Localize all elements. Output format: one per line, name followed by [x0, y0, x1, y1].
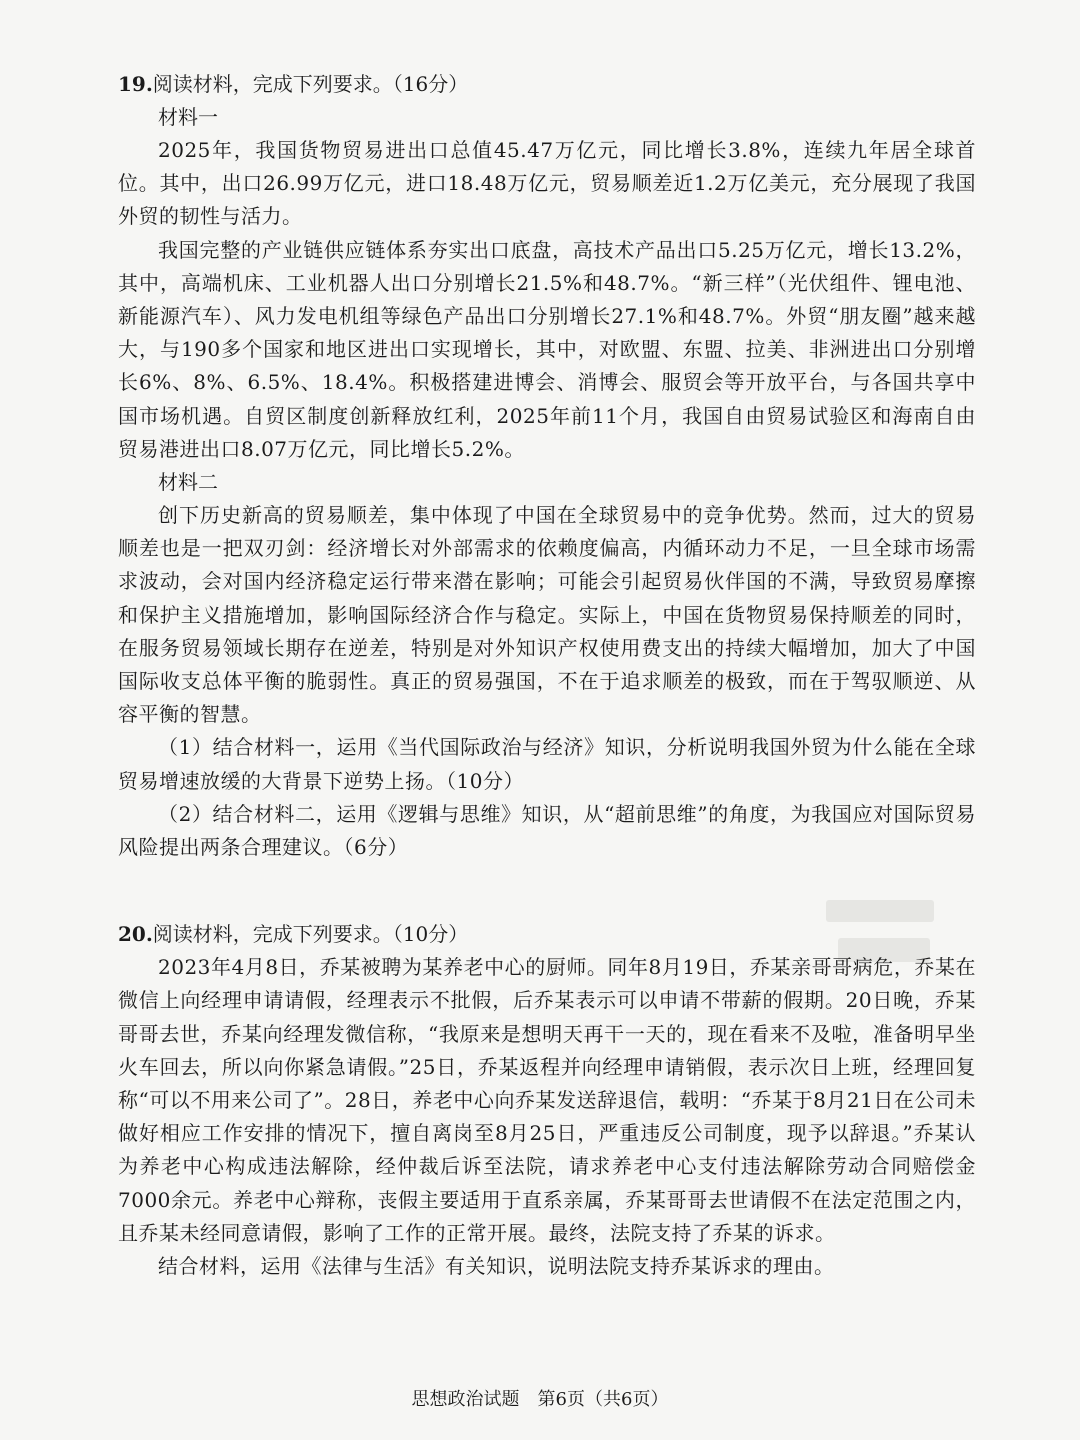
question-19-number: 19.	[118, 72, 153, 96]
question-19-heading	[118, 68, 976, 101]
question-19	[118, 68, 976, 864]
question-20-heading	[118, 918, 976, 951]
question-20-task: 结合材料，运用《法律与生活》有关知识，说明法院支持乔某诉求的理由。	[158, 1254, 835, 1279]
material-1-paragraph-1: 2025年，我国货物贸易进出口总值45.47万亿元，同比增长3.8%，连续九年居全球首位。其中，出口26.99万亿元，进口18.48万亿元，贸易顺差近1.2万亿美元，充分展现了我国外贸的韧性与活力。	[118, 138, 976, 229]
material-2-title: 材料二	[158, 470, 218, 495]
page-footer: 思想政治试题 第6页（共6页）	[411, 1389, 669, 1410]
question-20	[118, 918, 976, 1283]
question-20-material: 2023年4月8日，乔某被聘为某养老中心的厨师。同年8月19日，乔某亲哥哥病危，乔某在微信上向经理申请请假，经理表示不批假，后乔某表示可以申请不带薪的假期。20日晚，乔某哥哥去世，乔某向经理发微信称，“我原来是想明天再干一天的，现在看来不及啦，准备明早坐火车回去，所以向你紧急请假。”25日，乔某返程并向经理申请销假，表示次日上班，经理回复称“可以不用来公司了”。28日，养老中心向乔某发送辞退信，载明：“乔某于8月21日在公司未做好相应工作安排的情况下，擅自离岗至8月25日，严重违反公司制度，现予以辞退。”乔某认为养老中心构成违法解除，经仲裁后诉至法院，请求养老中心支付违法解除劳动合同赔偿金7000余元。养老中心辩称，丧假主要适用于直系亲属，乔某哥哥去世请假不在法定范围之内，且乔某未经同意请假，影响了工作的正常开展。最终，法院支持了乔某的诉求。	[118, 955, 976, 1245]
question-20-number: 20.	[118, 922, 153, 947]
material-1-title: 材料一	[158, 105, 218, 129]
sub-question-2: （2）结合材料二，运用《逻辑与思维》知识，从“超前思维”的角度，为我国应对国际贸易风险提出两条合理建议。（6分）	[118, 801, 976, 860]
question-20-heading-text: 阅读材料，完成下列要求。（10分）	[152, 922, 469, 947]
sub-question-1: （1）结合材料一，运用《当代国际政治与经济》知识，分析说明我国外贸为什么能在全球贸易增速放缓的大背景下逆势上扬。（10分）	[118, 735, 976, 793]
page-content	[118, 68, 976, 1283]
material-1-paragraph-2: 我国完整的产业链供应链体系夯实出口底盘，高技术产品出口5.25万亿元，增长13.2%，其中，高端机床、工业机器人出口分别增长21.5%和48.7%。“新三样”（光伏组件、锂电池、新能源汽车）、风力发电机组等绿色产品出口分别增长27.1%和48.7%。外贸“朋友圈”越来越大，与190多个国家和地区进出口实现增长，其中，对欧盟、东盟、拉美、非洲进出口分别增长6%、8%、6.5%、18.4%。积极搭建进博会、消博会、服贸会等开放平台，与各国共享中国市场机遇。自贸区制度创新释放红利，2025年前11个月，我国自由贸易试验区和海南自由贸易港进出口8.07万亿元，同比增长5.2%。	[118, 237, 976, 461]
question-19-heading-text: 阅读材料，完成下列要求。（16分）	[152, 72, 469, 96]
material-2-paragraph: 创下历史新高的贸易顺差，集中体现了中国在全球贸易中的竞争优势。然而，过大的贸易顺差也是一把双刃剑：经济增长对外部需求的依赖度偏高，内循环动力不足，一旦全球市场需求波动，会对国内经济稳定运行带来潜在影响；可能会引起贸易伙伴国的不满，导致贸易摩擦和保护主义措施增加，影响国际经济合作与稳定。实际上，中国在货物贸易保持顺差的同时，在服务贸易领域长期存在逆差，特别是对外知识产权使用费支出的持续大幅增加，加大了中国国际收支总体平衡的脆弱性。真正的贸易强国，不在于追求顺差的极致，而在于驾驭顺逆、从容平衡的智慧。	[118, 503, 976, 727]
